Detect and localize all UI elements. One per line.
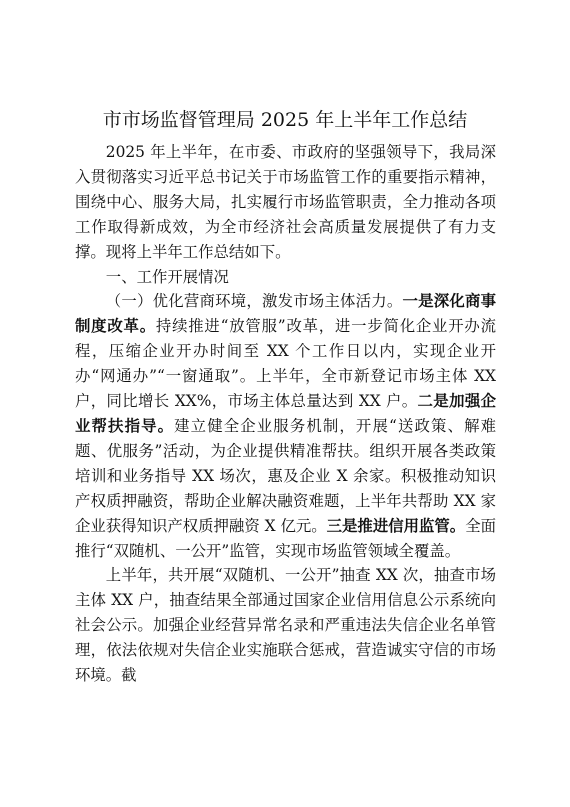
paragraph-lead: （一）优化营商环境，激发市场主体活力。 (105, 292, 403, 311)
point-two-text: 建立健全企业服务机制，开展“送政策、解难题、优服务”活动，为企业提供精准帮扶。组织开展各类政策培训和业务指导 XX 场次，惠及企业 X 余家。积极推动知识产权质押融资，帮助企业解决融资难题，上半年共帮助 XX 家企业获得知识产权质押融资 X 亿元。 (75, 416, 496, 535)
document-title: 市市场监督管理局 2025 年上半年工作总结 (102, 109, 468, 131)
point-three-label: 三是推进信用监管。 (326, 516, 466, 535)
section-heading-work-status: 一、工作开展情况 (105, 267, 229, 286)
point-two-label: 二是加强企业帮扶指导。 (75, 392, 496, 435)
point-one-text: 持续推进“放管服”改革，进一步简化企业开办流程，压缩企业开办时间至 XX 个工作日以内，实现企业开办“网通办”“一窗通取”。上半年，全市新登记市场主体 XX 户，同比增长 XX%，市场主体总量达到 XX 户。 (75, 317, 496, 411)
point-one-label: 一是深化商事制度改革。 (75, 292, 496, 336)
document-body (75, 140, 496, 688)
intro-paragraph: 2025 年上半年，在市委、市政府的坚强领导下，我局深入贯彻落实习近平总书记关于市场监管工作的重要指示精神，围绕中心、服务大局，扎实履行市场监管职责，全力推动各项工作取得新成效，为全市经济社会高质量发展提供了有力支撑。现将上半年工作总结如下。 (75, 143, 496, 261)
point-three-text: 全面推行“双随机、一公开”监管，实现市场监管领域全覆盖。 (75, 516, 496, 560)
paragraph-credit-supervision: 上半年，共开展“双随机、一公开”抽查 XX 次，抽查市场主体 XX 户，抽查结果全部通过国家企业信用信息公示系统向社会公示。加强企业经营异常名录和严重违法失信企业名单管理，依法依规对失信企业实施联合惩戒，营造诚实守信的市场环境。截 (75, 566, 496, 685)
paragraph-business-environment (75, 289, 496, 563)
